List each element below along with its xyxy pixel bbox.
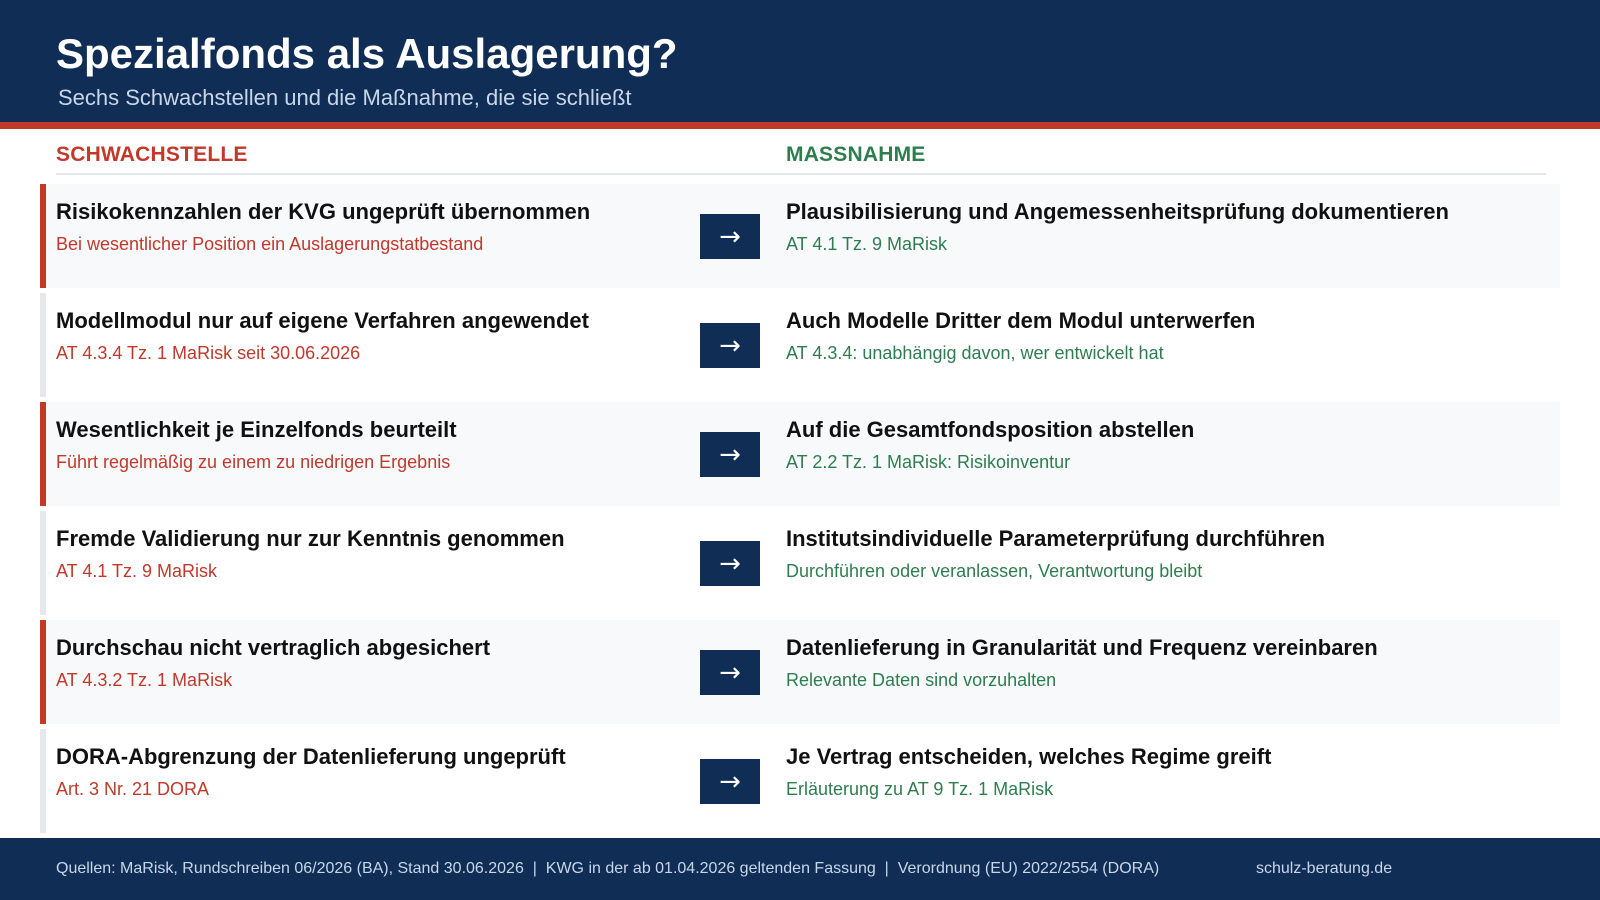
weakness-title: DORA-Abgrenzung der Datenlieferung ungeprüft bbox=[56, 744, 566, 769]
list-item bbox=[40, 184, 1560, 288]
measure-title: Auch Modelle Dritter dem Modul unterwerfen bbox=[786, 308, 1256, 333]
weakness-title: Risikokennzahlen der KVG ungeprüft übernommen bbox=[56, 199, 591, 224]
list-item bbox=[40, 402, 1560, 506]
measure-title: Datenlieferung in Granularität und Frequenz vereinbaren bbox=[786, 635, 1378, 660]
measure-title: Plausibilisierung und Angemessenheitsprüfung dokumentieren bbox=[786, 199, 1449, 224]
list-item bbox=[40, 511, 1560, 615]
list-item bbox=[40, 729, 1560, 833]
footer-sources: Quellen: MaRisk, Rundschreiben 06/2026 (BA), Stand 30.06.2026 | KWG in der ab 01.04.2026 geltenden Fassung | Verordnung (EU) 2022/2554 (DORA) bbox=[56, 860, 1160, 877]
arrow-right-icon: → bbox=[700, 650, 760, 695]
arrow-right-icon: → bbox=[700, 432, 760, 477]
column-header-measure: MASSNAHME bbox=[786, 143, 926, 166]
measure-note: Erläuterung zu AT 9 Tz. 1 MaRisk bbox=[786, 779, 1054, 799]
measure-title: Je Vertrag entscheiden, welches Regime greift bbox=[786, 744, 1272, 769]
arrow-right-icon: → bbox=[700, 323, 760, 368]
weakness-note: Führt regelmäßig zu einem zu niedrigen Ergebnis bbox=[56, 452, 451, 472]
footer-bar bbox=[0, 838, 1600, 900]
weakness-note: Art. 3 Nr. 21 DORA bbox=[56, 779, 210, 799]
footer-brand-link[interactable]: schulz-beratung.de bbox=[1256, 860, 1393, 877]
weakness-note: AT 4.1 Tz. 9 MaRisk bbox=[56, 561, 218, 581]
weakness-title: Durchschau nicht vertraglich abgesichert bbox=[56, 635, 491, 660]
weakness-title: Modellmodul nur auf eigene Verfahren angewendet bbox=[56, 308, 589, 333]
list-item bbox=[40, 293, 1560, 397]
measure-note: Relevante Daten sind vorzuhalten bbox=[786, 670, 1057, 690]
column-header-problem: SCHWACHSTELLE bbox=[56, 143, 248, 166]
header-bar bbox=[0, 0, 1600, 122]
column-header-divider bbox=[56, 173, 1546, 175]
weakness-note: Bei wesentlicher Position ein Auslagerungstatbestand bbox=[56, 234, 484, 254]
header-accent-line bbox=[0, 122, 1600, 129]
measure-note: Durchführen oder veranlassen, Verantwortung bleibt bbox=[786, 561, 1203, 581]
weakness-note: AT 4.3.4 Tz. 1 MaRisk seit 30.06.2026 bbox=[56, 343, 361, 363]
arrow-right-icon: → bbox=[700, 214, 760, 259]
measure-title: Institutsindividuelle Parameterprüfung durchführen bbox=[786, 526, 1326, 551]
arrow-right-icon: → bbox=[700, 759, 760, 804]
page-subtitle: Sechs Schwachstellen und die Maßnahme, die sie schließt bbox=[58, 85, 632, 110]
measure-note: AT 2.2 Tz. 1 MaRisk: Risikoinventur bbox=[786, 452, 1071, 472]
weakness-title: Wesentlichkeit je Einzelfonds beurteilt bbox=[56, 417, 457, 442]
page-title: Spezialfonds als Auslagerung? bbox=[56, 30, 678, 77]
weakness-measure-list bbox=[40, 184, 1560, 838]
list-item bbox=[40, 620, 1560, 724]
weakness-title: Fremde Validierung nur zur Kenntnis genommen bbox=[56, 526, 565, 551]
weakness-note: AT 4.3.2 Tz. 1 MaRisk bbox=[56, 670, 233, 690]
measure-note: AT 4.3.4: unabhängig davon, wer entwickelt hat bbox=[786, 343, 1164, 363]
measure-note: AT 4.1 Tz. 9 MaRisk bbox=[786, 234, 948, 254]
measure-title: Auf die Gesamtfondsposition abstellen bbox=[786, 417, 1195, 442]
arrow-right-icon: → bbox=[700, 541, 760, 586]
